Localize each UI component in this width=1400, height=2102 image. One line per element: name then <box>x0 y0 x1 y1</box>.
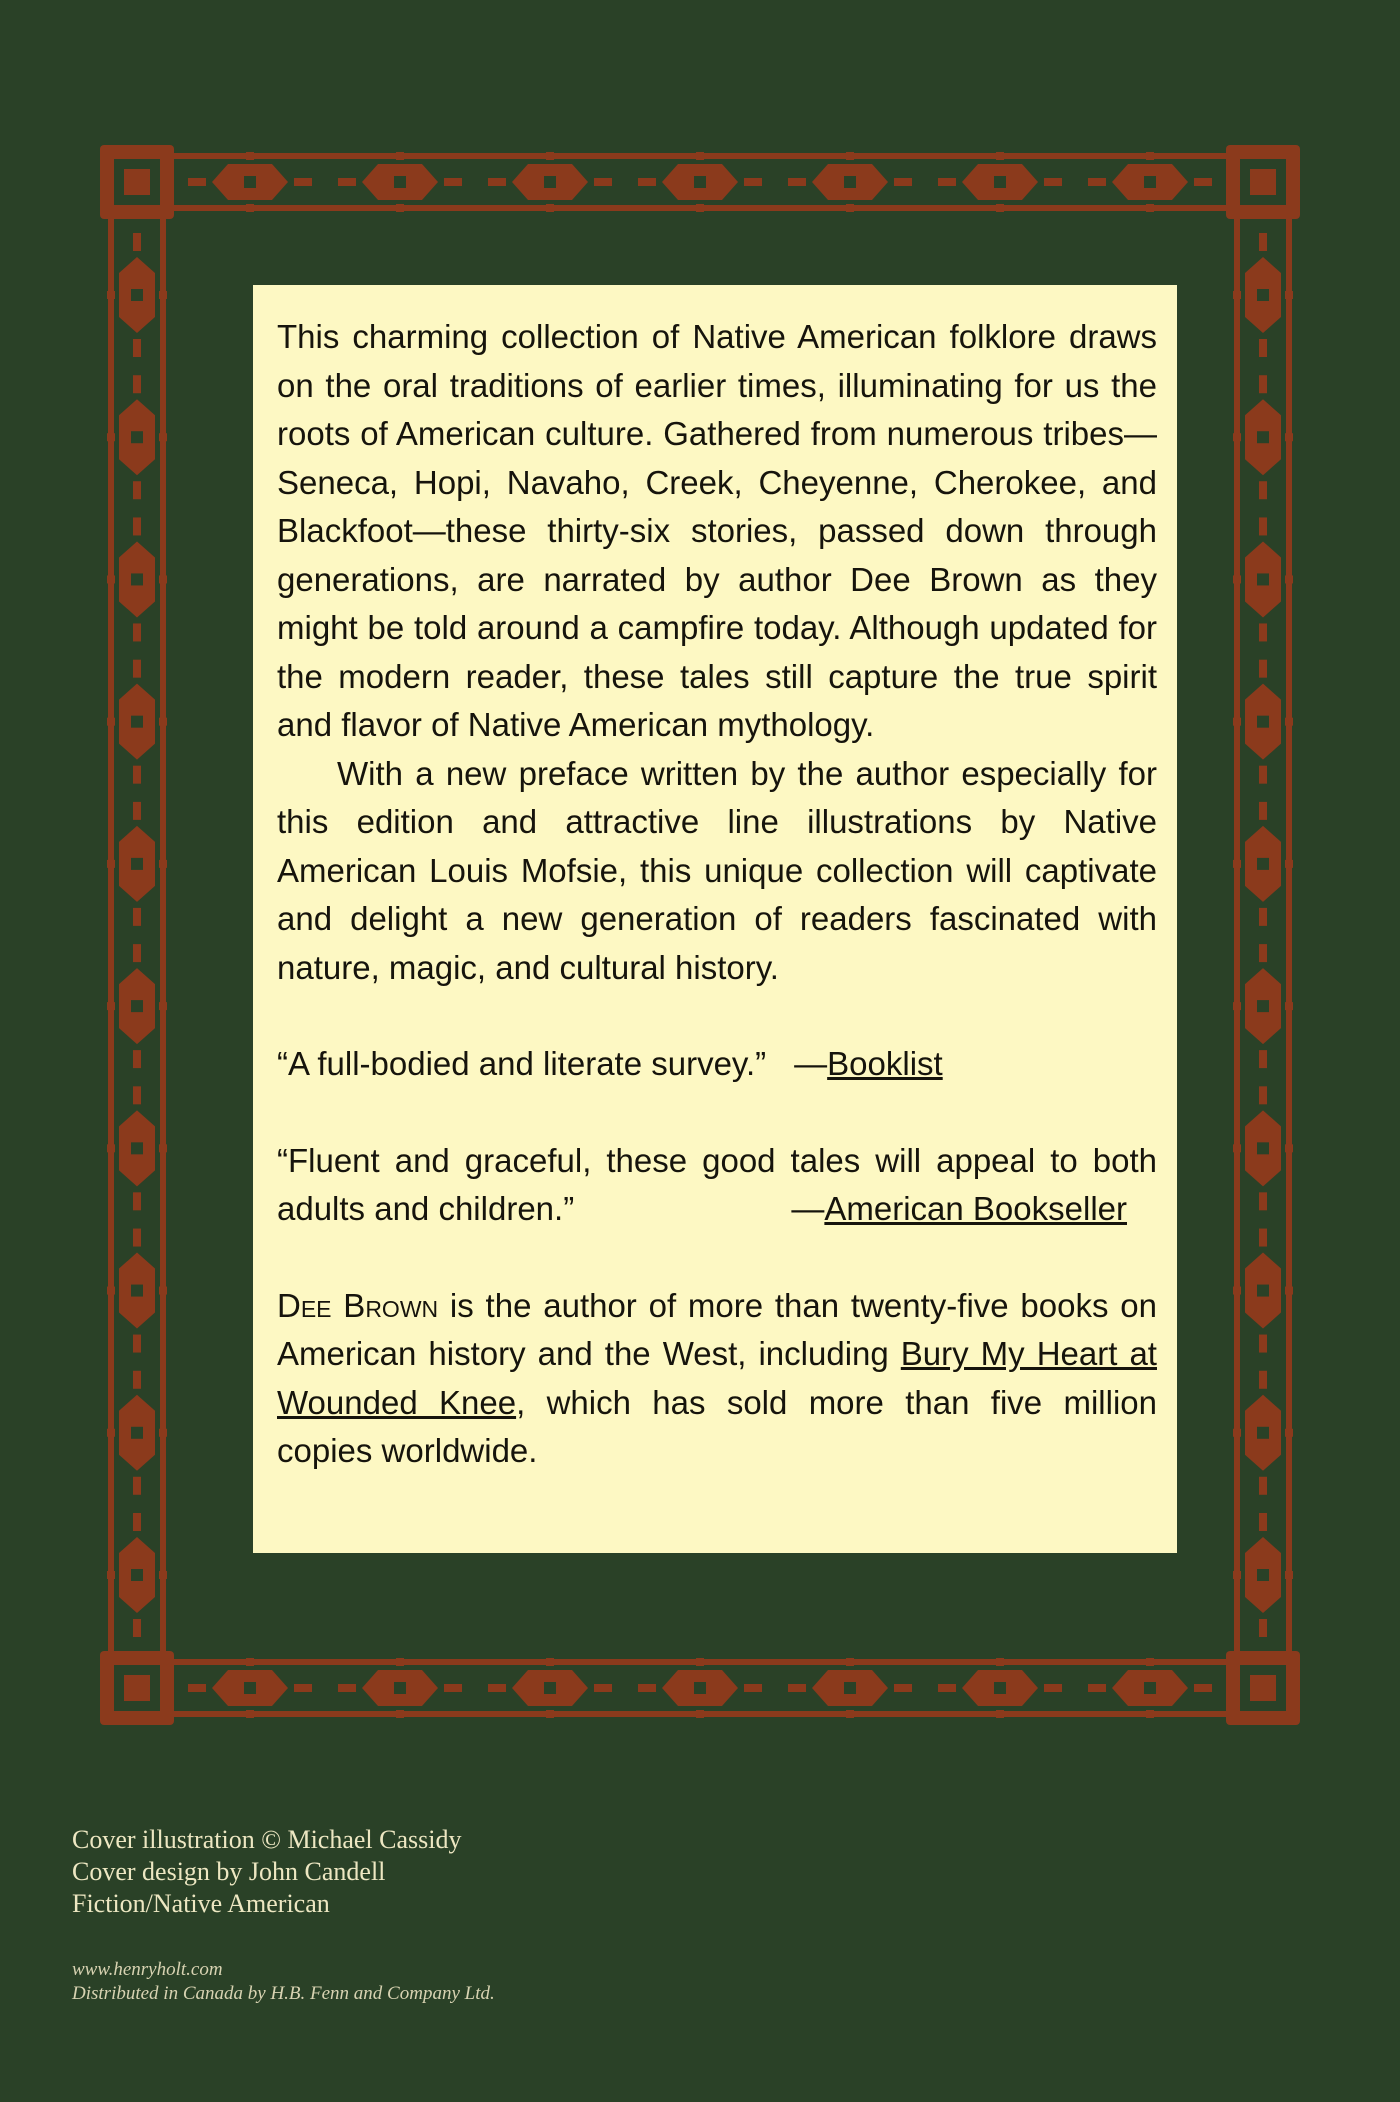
review-booklist: “A full-bodied and literate survey.” —Booklist <box>277 1040 1157 1089</box>
publisher-website: www.henryholt.com <box>72 1959 223 1980</box>
book-title: Bury My Heart at Wounded Knee <box>277 1335 1157 1421</box>
cover-illustration-credit: Cover illustration © Michael Cassidy <box>72 1825 462 1854</box>
cover-design-credit: Cover design by John Candell <box>72 1857 386 1886</box>
category-label: Fiction/Native American <box>72 1889 330 1918</box>
description-panel <box>253 285 1177 1553</box>
publisher-info <box>72 1958 495 2006</box>
review-american-bookseller-line2: adults and children.” —American Bookseller <box>277 1185 1157 1234</box>
author-bio: Dee Brown is the author of more than twenty-five books on American history and the West, including Bury My Heart at Wounded Knee, which has sold more than five million copies worldwide. <box>277 1286 1157 1469</box>
description-paragraph-2: With a new preface written by the author especially for this edition and attractive line illustrations by Native American Louis Mofsie, this unique collection will captivate and delight a new generation of readers fascinated with nature, magic, and cultural history. <box>277 754 1157 986</box>
description-paragraph-1: This charming collection of Native American folklore draws on the oral traditions of earlier times, illuminating for us the roots of American culture. Gathered from numerous tribes—Seneca, Hopi, Navaho, Creek, Cheyenne, Cherokee, and Blackfoot—these thirty-six stories, passed down through generations, are narrated by author Dee Brown as they might be told around a campfire today. Although updated for the modern reader, these tales still capture the true spirit and flavor of Native American mythology. <box>277 318 1157 743</box>
review-american-bookseller-line1: “Fluent and graceful, these good tales will appeal to both <box>277 1141 1157 1179</box>
distribution-note: Distributed in Canada by H.B. Fenn and Company Ltd. <box>72 1983 495 2004</box>
review-quote: “A full-bodied and literate survey.” <box>277 1045 767 1082</box>
author-name: Dee Brown <box>277 1286 439 1324</box>
review-source: Booklist <box>827 1045 943 1082</box>
review-source: American Bookseller <box>824 1190 1127 1227</box>
cover-credits <box>72 1824 461 1920</box>
review-quote: adults and children.” <box>277 1190 575 1227</box>
